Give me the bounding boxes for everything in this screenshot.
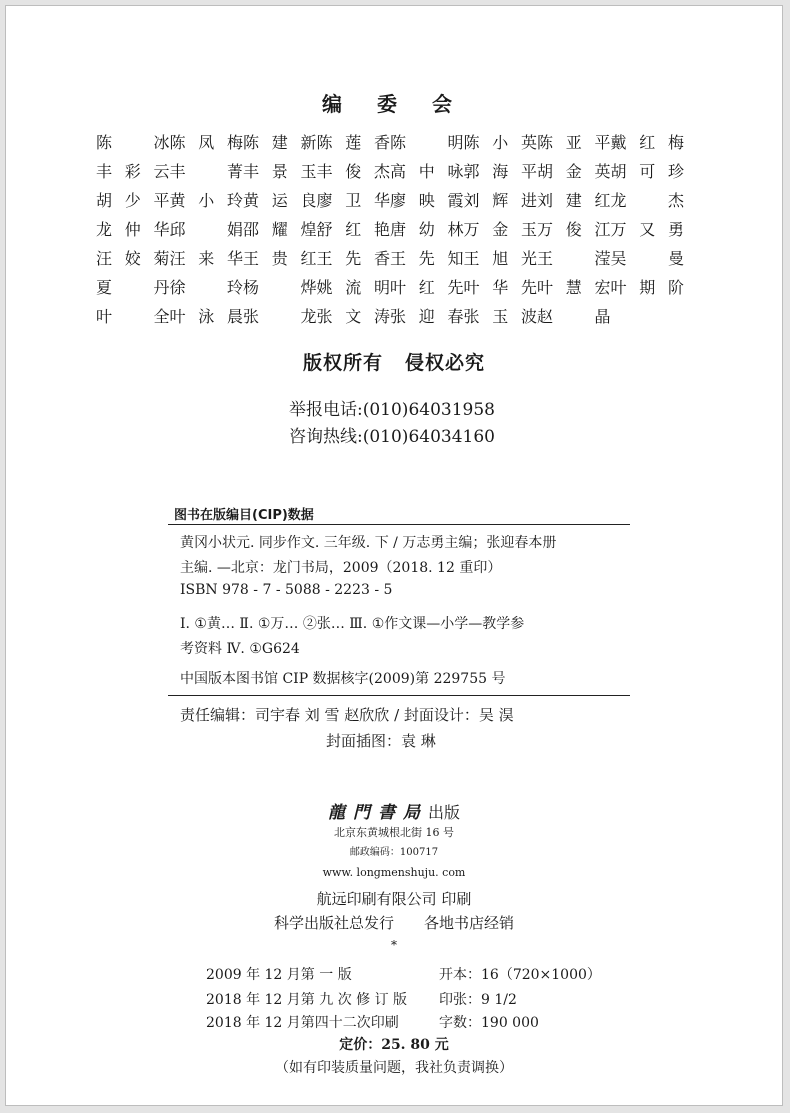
board-member-name: 戴红梅 [610, 133, 684, 152]
editorial-board-names [96, 127, 696, 330]
printer: 航远印刷有限公司 印刷 [316, 890, 472, 908]
board-member-name: 汪来华 [169, 249, 243, 268]
separator-star: * [391, 938, 397, 952]
name-row [96, 185, 696, 214]
cip-bottom-rule [168, 695, 630, 696]
board-member-name: 吴 曼 [610, 249, 684, 268]
name-row [96, 156, 696, 185]
board-member-name: 丰彩云 [96, 162, 170, 181]
board-member-name: 唐幼林 [390, 220, 464, 239]
board-member-name: 陈 明 [390, 133, 464, 152]
responsible-editors: 责任编辑：司宇春 刘 雪 赵欣欣 / 封面设计：吴 淏 [180, 706, 514, 724]
board-member-name: 陈建新 [243, 133, 317, 152]
board-member-name: 陈小英 [463, 133, 537, 152]
board-member-name: 王贵红 [243, 249, 317, 268]
distribution [6, 912, 782, 933]
publisher-postcode: 邮政编码：100717 [349, 847, 439, 858]
board-member-name: 姚流明 [316, 278, 390, 297]
price: 定价：25. 80 元 [339, 1037, 449, 1053]
cip-line: 黄冈小状元. 同步作文. 三年级. 下 / 万志勇主编；张迎春本册 [180, 535, 557, 551]
copyright-page [5, 5, 783, 1106]
board-member-name: 张 龙 [243, 307, 317, 326]
edition-first: 2009 年 12 月第 一 版 [206, 967, 352, 983]
word-count: 字数：190 000 [439, 1015, 539, 1031]
board-member-name: 杨 烨 [243, 278, 317, 297]
board-member-name: 徐 玲 [169, 278, 243, 297]
board-member-name: 张玉波 [463, 307, 537, 326]
board-member-name: 王旭光 [463, 249, 537, 268]
cip-top-rule [168, 524, 630, 525]
name-row [96, 243, 696, 272]
print-sheets: 印张：9 1/2 [439, 992, 517, 1008]
board-member-name: 丰景玉 [243, 162, 317, 181]
cip-line: 主编. —北京：龙门书局，2009（2018. 12 重印） [180, 560, 502, 576]
board-member-name: 叶红先 [390, 278, 464, 297]
consult-phone: 咨询热线:(010)64034160 [289, 427, 495, 447]
board-member-name: 王 滢 [537, 249, 611, 268]
distributor-main: 科学出版社总发行 [273, 914, 394, 932]
cip-record-number: 中国版本图书馆 CIP 数据核字(2009)第 229755 号 [180, 671, 506, 687]
board-member-name: 张迎春 [390, 307, 464, 326]
board-member-name: 叶期阶 [610, 278, 684, 297]
board-member-name: 黄运良 [243, 191, 317, 210]
book-format: 开本：16（720×1000） [439, 967, 601, 983]
board-member-name: 郭海平 [463, 162, 537, 181]
board-member-name: 邵耀煌 [243, 220, 317, 239]
name-row [96, 301, 696, 330]
board-member-name: 夏 丹 [96, 278, 170, 297]
edition-printing: 2018 年 12 月第四十二次印刷 [206, 1015, 399, 1031]
board-member-name: 陈凤梅 [169, 133, 243, 152]
name-row [96, 127, 696, 156]
board-member-name: 王先知 [390, 249, 464, 268]
board-member-name: 廖卫华 [316, 191, 390, 210]
board-member-name: 邱 娟 [169, 220, 243, 239]
board-member-name: 舒红艳 [316, 220, 390, 239]
cip-isbn: ISBN 978 - 7 - 5088 - 2223 - 5 [180, 582, 393, 598]
board-member-name: 王先香 [316, 249, 390, 268]
publisher-logo: 龍門書局 [327, 803, 428, 823]
board-member-name: 陈亚平 [537, 133, 611, 152]
distributor-local: 各地书店经销 [424, 914, 515, 932]
publisher-line [6, 798, 782, 823]
board-member-name: 万俊江 [537, 220, 611, 239]
publisher-website: www. longmenshuju. com [322, 866, 466, 879]
board-member-name: 丰 菁 [169, 162, 243, 181]
cip-line: 考资料 Ⅳ. ①G624 [180, 641, 300, 657]
board-member-name: 汪姣菊 [96, 249, 170, 268]
cip-line: Ⅰ. ①黄… Ⅱ. ①万… ②张… Ⅲ. ①作文课—小学—教学参 [180, 616, 525, 632]
board-member-name: 刘辉进 [463, 191, 537, 210]
board-member-name: 丰俊杰 [316, 162, 390, 181]
board-member-name: 万金玉 [463, 220, 537, 239]
quality-notice: （如有印装质量问题，我社负责调换） [275, 1060, 513, 1076]
board-member-name: 叶慧宏 [537, 278, 611, 297]
name-row [96, 272, 696, 301]
board-member-name: 胡可珍 [610, 162, 684, 181]
publisher-address: 北京东黄城根北街 16 号 [334, 826, 454, 839]
board-member-name: 叶华先 [463, 278, 537, 297]
board-member-name: 赵 晶 [537, 307, 611, 326]
board-member-name: 胡金英 [537, 162, 611, 181]
board-member-name: 陈莲香 [316, 133, 390, 152]
board-member-name: 张文涛 [316, 307, 390, 326]
board-member-name: 刘建红 [537, 191, 611, 210]
board-member-name: 叶泳晨 [169, 307, 243, 326]
board-member-name: 万又勇 [610, 220, 684, 239]
rights-reserved [6, 348, 782, 375]
board-member-name: 高中咏 [390, 162, 464, 181]
board-member-name: 黄小玲 [169, 191, 243, 210]
board-member-name: 廖映霞 [390, 191, 464, 210]
editorial-board-title: 编 委 会 [322, 92, 466, 116]
name-row [96, 214, 696, 243]
report-phone: 举报电话:(010)64031958 [289, 400, 495, 420]
edition-revised: 2018 年 12 月第 九 次 修 订 版 [206, 992, 408, 1008]
board-member-name: 龙仲华 [96, 220, 170, 239]
cip-title: 图书在版编目(CIP)数据 [174, 508, 314, 523]
rights-part2: 侵权必究 [405, 352, 486, 374]
rights-part1: 版权所有 [302, 352, 383, 374]
board-member-name: 胡少平 [96, 191, 170, 210]
cover-illustrator: 封面插图：袁 琳 [326, 732, 436, 750]
publisher-suffix: 出版 [427, 803, 460, 822]
board-member-name: 叶 全 [96, 307, 170, 326]
board-member-name: 陈 冰 [96, 133, 170, 152]
board-member-name: 龙 杰 [610, 191, 684, 210]
